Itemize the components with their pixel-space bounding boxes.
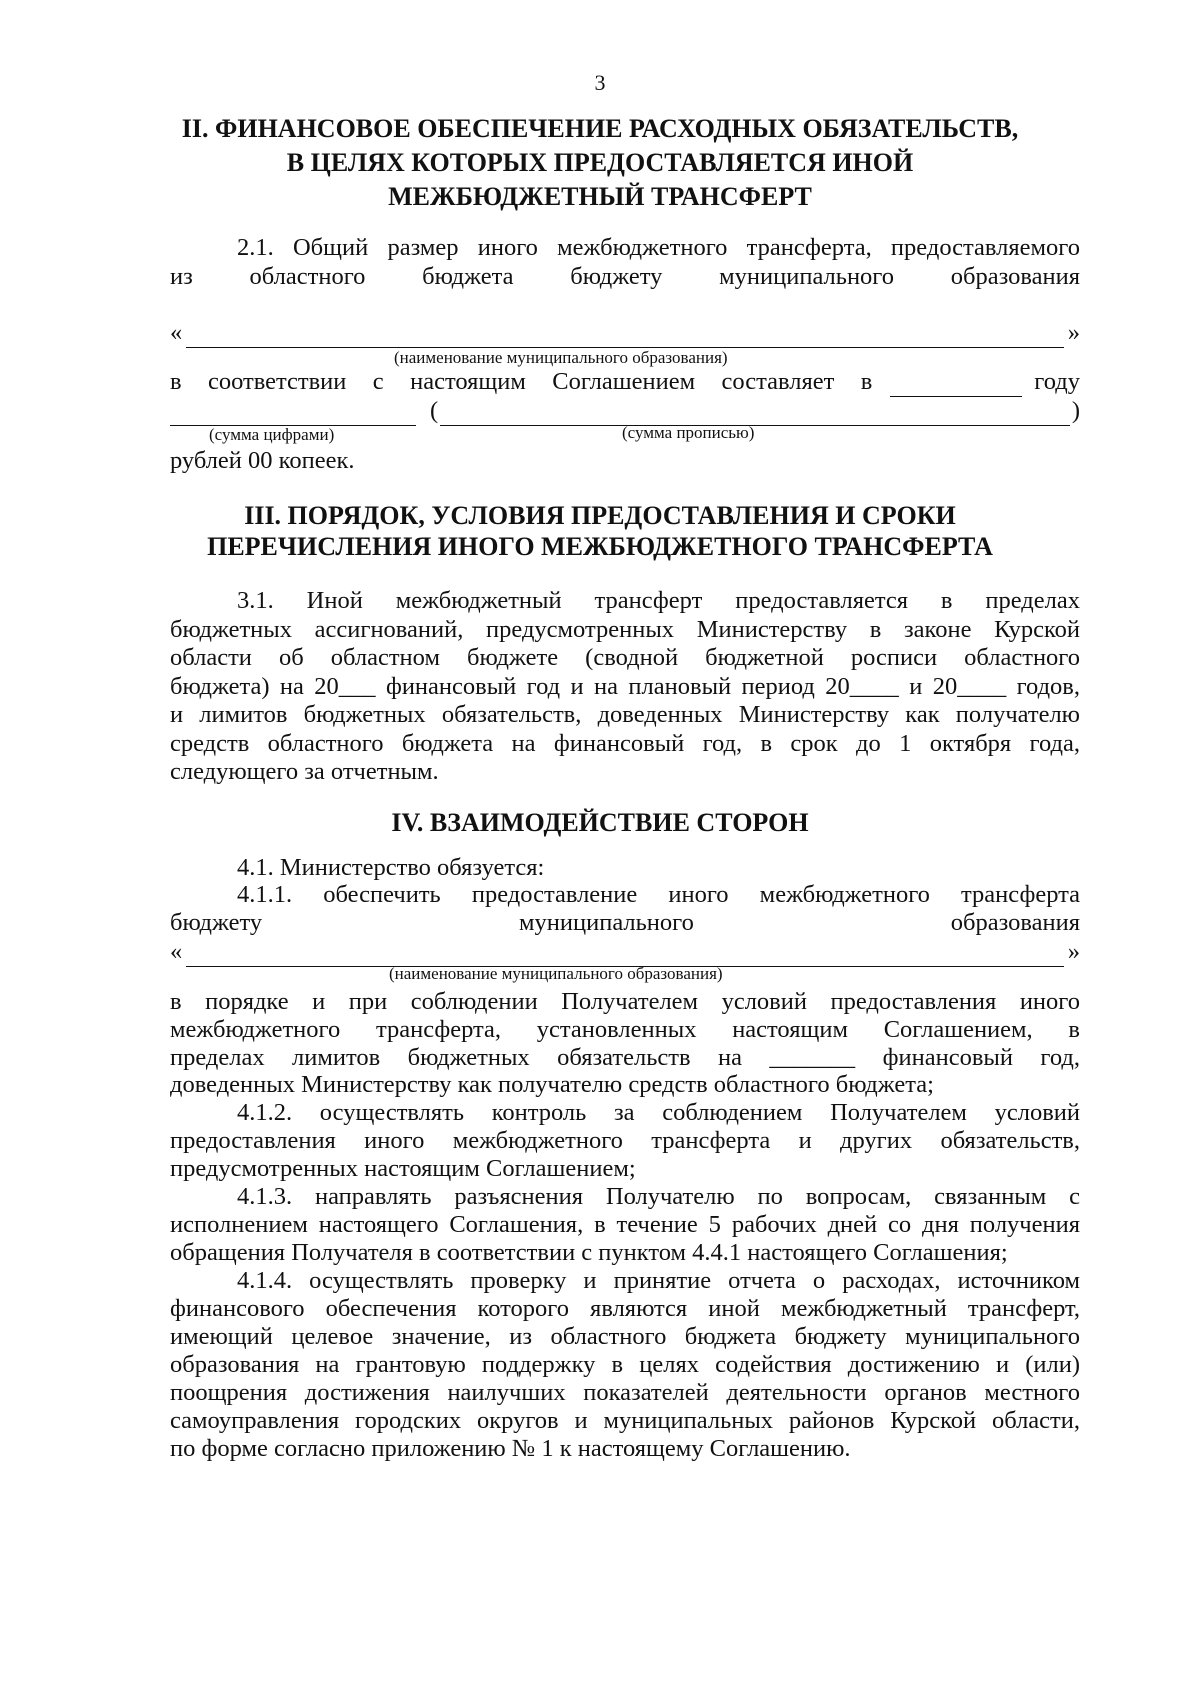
year-word: году (1034, 368, 1080, 395)
paragraph-3-1-line: бюджета) на 20___ финансовый год и на плановый период 20____ и 20____ годов, (170, 673, 1080, 700)
sum-digits-blank (170, 403, 416, 426)
paragraph-4-1-1-line: межбюджетного трансферта, установленных настоящим Соглашением, в (170, 1016, 1080, 1043)
paragraph-2-1-line1: 2.1. Общий размер иного межбюджетного трансферта, предоставляемого (237, 234, 1080, 261)
sum-words-blank (440, 403, 1070, 426)
paragraph-4-1-4-line: самоуправления городских округов и муниципальных районов Курской области, (170, 1407, 1080, 1434)
paragraph-4-1-3-line: исполнением настоящего Соглашения, в течение 5 рабочих дней со дня получения (170, 1211, 1080, 1238)
section2-heading-line3: МЕЖБЮДЖЕТНЫЙ ТРАНСФЕРТ (388, 182, 812, 211)
section4-heading: IV. ВЗАИМОДЕЙСТВИЕ СТОРОН (391, 808, 809, 837)
paragraph-4-1-4-line: образования на грантовую поддержку в целях содействия достижению и (или) (170, 1351, 1080, 1378)
paragraph-2-1-line2: из областного бюджета бюджету муниципального образования (170, 263, 1080, 290)
caption-sum-digits: (сумма цифрами) (209, 425, 335, 444)
municipality-blank-row (170, 318, 1080, 348)
year-blank (890, 374, 1022, 397)
amount-statement-text: в соответствии с настоящим Соглашением составляет в (170, 368, 873, 395)
paragraph-2-1-line3 (170, 367, 1080, 397)
section2-heading-line2: В ЦЕЛЯХ КОТОРЫХ ПРЕДОСТАВЛЯЕТСЯ ИНОЙ (286, 148, 914, 177)
paragraph-2-1-line4: рублей 00 копеек. (170, 447, 355, 474)
page-number: 3 (594, 70, 606, 95)
paragraph-3-1-line: области об областном бюджете (сводной бюджетной росписи областного (170, 644, 1080, 671)
paragraph-4-1: 4.1. Министерство обязуется: (237, 854, 545, 881)
paragraph-4-1-4-line: имеющий целевое значение, из областного бюджета бюджету муниципального (170, 1323, 1080, 1350)
section2-heading-line1: II. ФИНАНСОВОЕ ОБЕСПЕЧЕНИЕ РАСХОДНЫХ ОБЯЗАТЕЛЬСТВ, (181, 114, 1019, 143)
section3-heading-line1: III. ПОРЯДОК, УСЛОВИЯ ПРЕДОСТАВЛЕНИЯ И СРОКИ (244, 501, 956, 530)
paragraph-4-1-3-line: обращения Получателя в соответствии с пунктом 4.4.1 настоящего Соглашения; (170, 1239, 1008, 1266)
paragraph-4-1-4-line: 4.1.4. осуществлять проверку и принятие отчета о расходах, источником (237, 1267, 1080, 1294)
quote-close: » (1067, 319, 1080, 346)
quote-open: « (170, 319, 183, 346)
caption-sum-words: (сумма прописью) (622, 423, 755, 442)
quote-close: » (1067, 938, 1080, 965)
paragraph-3-1-line: 3.1. Иной межбюджетный трансферт предоставляется в пределах (237, 587, 1080, 614)
section3-heading-line2: ПЕРЕЧИСЛЕНИЯ ИНОГО МЕЖБЮДЖЕТНОГО ТРАНСФЕРТА (207, 532, 993, 561)
paragraph-4-1-1-line: пределах лимитов бюджетных обязательств на _______ финансовый год, (170, 1044, 1080, 1071)
paragraph-3-1-line: и лимитов бюджетных обязательств, доведенных Министерству как получателю (170, 701, 1080, 728)
paragraph-4-1-1-line: в порядке и при соблюдении Получателем условий предоставления иного (170, 988, 1080, 1015)
paren-open: ( (430, 397, 439, 424)
paragraph-4-1-4-line: финансового обеспечения которого являются иной межбюджетный трансферт, (170, 1295, 1080, 1322)
paren-close: ) (1071, 397, 1080, 424)
paragraph-4-1-4-line: поощрения достижения наилучших показателей деятельности органов местного (170, 1379, 1080, 1406)
paragraph-4-1-1-line1: 4.1.1. обеспечить предоставление иного межбюджетного трансферта (237, 881, 1080, 908)
municipality-blank-row-2 (170, 937, 1080, 967)
paragraph-4-1-4-line: по форме согласно приложению № 1 к настоящему Соглашению. (170, 1435, 851, 1462)
paragraph-3-1-line: средств областного бюджета на финансовый год, в срок до 1 октября года, (170, 730, 1080, 757)
paragraph-3-1-line: следующего за отчетным. (170, 758, 439, 785)
caption-municipality-name-2: (наименование муниципального образования) (389, 964, 723, 983)
paragraph-4-1-3-line: 4.1.3. направлять разъяснения Получателю по вопросам, связанным с (237, 1183, 1080, 1210)
quote-open: « (170, 938, 183, 965)
caption-municipality-name: (наименование муниципального образования) (394, 348, 728, 367)
paragraph-4-1-1-line2: бюджету муниципального образования (170, 909, 1080, 936)
paragraph-4-1-1-line: доведенных Министерству как получателю средств областного бюджета; (170, 1071, 934, 1098)
paragraph-4-1-2-line: 4.1.2. осуществлять контроль за соблюдением Получателем условий (237, 1099, 1080, 1126)
municipality-name-blank (186, 325, 1064, 348)
paragraph-4-1-2-line: предусмотренных настоящим Соглашением; (170, 1155, 636, 1182)
paragraph-4-1-2-line: предоставления иного межбюджетного трансферта и других обязательств, (170, 1127, 1080, 1154)
paragraph-3-1-line: бюджетных ассигнований, предусмотренных Министерству в законе Курской (170, 616, 1080, 643)
amount-blanks-row (170, 396, 1080, 426)
